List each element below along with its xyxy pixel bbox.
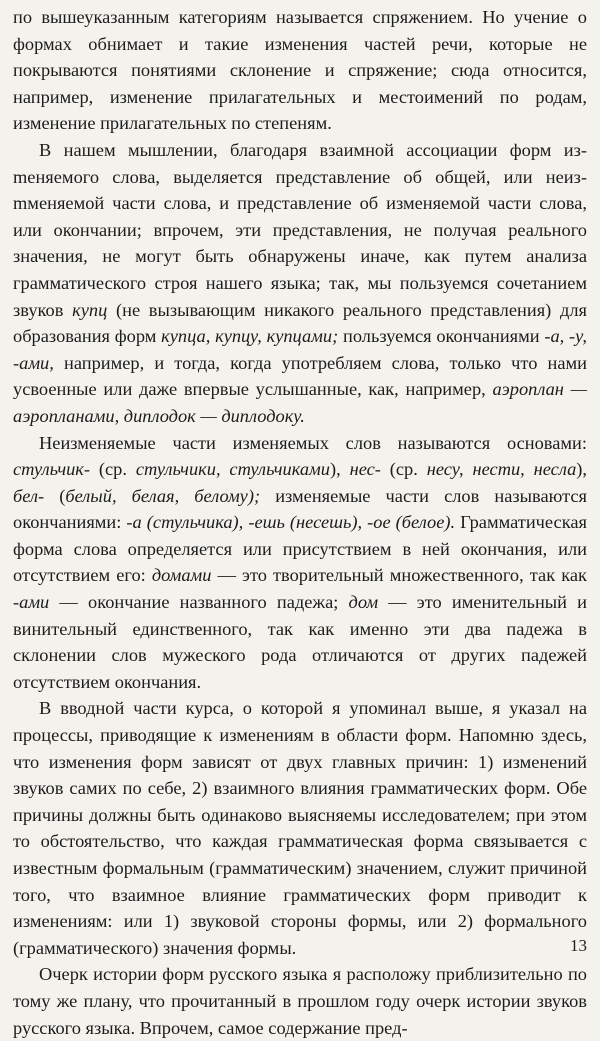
text-body bbox=[13, 4, 587, 1041]
text-run: ), bbox=[576, 459, 588, 480]
paragraph bbox=[13, 695, 587, 961]
text-run: Неизменяемые части изменяемых слов называются основами: bbox=[39, 432, 587, 453]
paragraph bbox=[13, 4, 587, 137]
paragraph bbox=[13, 961, 587, 1041]
italic-text: аэроплан — аэропланами, диплодок — диплодоку. bbox=[13, 379, 587, 426]
text-run: (ср. bbox=[380, 459, 427, 480]
text-run: Очерк истории форм русского языка я расположу приблизительно по тому же плану, что прочитанный в прошлом году очерк истории звуков русского языка. Впрочем, самое содержание пред- bbox=[13, 964, 587, 1038]
italic-text: белый, белая, белому); bbox=[65, 485, 261, 506]
text-run: Грамматическая форма слова определяется или присутствием в ней окончания, или отсутствием его: bbox=[13, 512, 587, 586]
paragraph bbox=[13, 137, 587, 430]
italic-text: стульчик- bbox=[13, 459, 91, 480]
text-run: (не вызывающим никакого реального представления) для образования форм bbox=[13, 299, 587, 347]
text-run: В нашем мышлении, благодаря взаимной ассоциации форм изmеняемого слова, выделяется представление об общей, или неизmменяемой части слова, и представление об изменяемой части слова, или окончании; впрочем, эти представления, не получая реального значения, не могут быть обнаружены иначе, как путем анализа грамматического строя нашего языка; так, мы пользуемся сочетанием звуков bbox=[13, 139, 587, 320]
italic-text: дом bbox=[348, 592, 379, 613]
text-run: изменяемые части слов называются окончаниями: bbox=[13, 485, 587, 533]
text-run: В вводной части курса, о которой я упоминал выше, я указал на процессы, приводящие к изменениям в области форм. Напомню здесь, что изменения форм зависят от двух главных причин: 1) изменений звуков самих по себе, 2) взаимного влияния грамматических форм. Обе причины должны быть одинаково выясняемы исследователем; при этом то обстоятельство, что каждая грамматическая форма связывается с известным формальным (грамматическим) значением, служит причиной того, что взаимное влияние грамматических форм приводит к изменениям: или 1) звуковой стороны формы, или 2) формального (грамматического) значения формы. bbox=[13, 698, 587, 958]
italic-text: купц bbox=[72, 299, 108, 320]
text-run: (ср. bbox=[90, 459, 136, 480]
italic-text: -ами bbox=[13, 592, 50, 613]
italic-text: стульчики, стульчиками bbox=[135, 459, 330, 480]
italic-text: -а (стульчика), -ешь (несешь), -ое (белое). bbox=[126, 512, 456, 533]
text-run: пользуемся окончаниями bbox=[338, 326, 545, 347]
italic-text: несу, нести, несла bbox=[426, 459, 577, 480]
italic-text: домами bbox=[151, 565, 212, 586]
italic-text: бел- bbox=[13, 485, 45, 506]
text-run: — окончание названного падежа; bbox=[49, 592, 349, 613]
text-run: например, и тогда, когда употребляем слова, только что нами усвоенные или даже впервые услышанные, как, например, bbox=[13, 352, 587, 400]
paragraph bbox=[13, 430, 587, 696]
italic-text: -а, -у, -ами, bbox=[13, 326, 587, 373]
text-run: ( bbox=[44, 485, 66, 506]
italic-text: нес- bbox=[349, 459, 381, 480]
page-number: 13 bbox=[570, 936, 587, 955]
text-run: по вышеуказанным категориям называется спряжением. Но учение о формах обнимает и такие изменения частей речи, которые не покрываются понятиями склонение и спряжение; сюда относится, например, изменение прилагательных и местоимений по родам, изменение прилагательных по степеням. bbox=[13, 7, 587, 134]
text-run: — это именительный и винительный единственного, так как именно эти два падежа в склонении слов мужеского рода отличаются от других падежей отсутствием окончания. bbox=[13, 592, 587, 692]
text-run: ), bbox=[330, 459, 350, 480]
italic-text: купца, купцу, купцами; bbox=[161, 326, 339, 347]
text-run: — это творительный множественного, так как bbox=[211, 565, 587, 586]
